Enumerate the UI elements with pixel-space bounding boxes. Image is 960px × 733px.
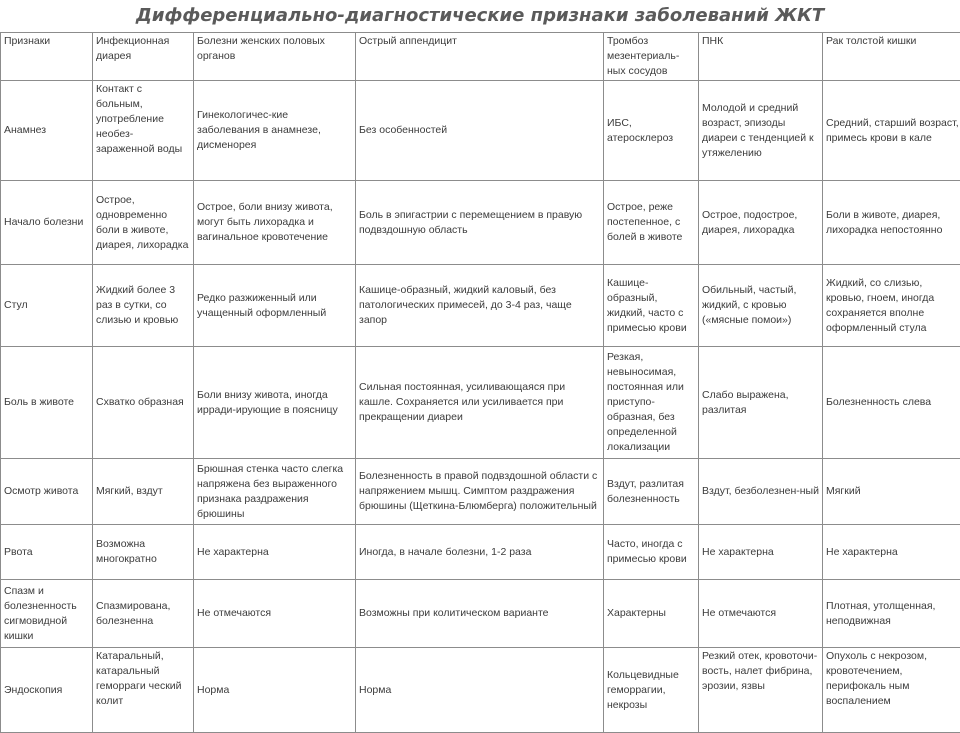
table-cell: Без особенностей <box>356 81 604 181</box>
table-cell: Кашице-образный, жидкий, часто с примесью крови <box>604 265 699 347</box>
row-label-endoscopy: Эндоскопия <box>1 648 93 733</box>
table-row-stool <box>1 265 960 347</box>
table-cell: Не отмечаются <box>699 580 823 648</box>
row-label-abdominal-pain: Боль в животе <box>1 347 93 459</box>
table-cell: Острое, реже постепенное, с болей в животе <box>604 181 699 265</box>
table-cell: Опухоль с некрозом, кровотечением, перифокаль ным воспалением <box>823 648 960 733</box>
differential-diagnosis-table <box>0 32 960 733</box>
table-cell: Характерны <box>604 580 699 648</box>
table-cell: Жидкий более 3 раз в сутки, со слизью и кровью <box>93 265 194 347</box>
table-cell: Плотная, утолщенная, неподвижная <box>823 580 960 648</box>
table-cell: Острое, одновременно боли в животе, диарея, лихорадка <box>93 181 194 265</box>
table-cell: Сильная постоянная, усиливающаяся при кашле. Сохраняется или усиливается при прекращении диареи <box>356 347 604 459</box>
row-label-anamnesis: Анамнез <box>1 81 93 181</box>
table-cell: Иногда, в начале болезни, 1-2 раза <box>356 525 604 580</box>
table-row-abdominal-exam <box>1 459 960 525</box>
table-cell: Боль в эпигастрии с перемещением в правую подвздошную область <box>356 181 604 265</box>
table-cell: Молодой и средний возраст, эпизоды диареи с тенденцией к утяжелению <box>699 81 823 181</box>
table-cell: Не характерна <box>699 525 823 580</box>
table-cell: Средний, старший возраст, примесь крови в кале <box>823 81 960 181</box>
table-cell: Норма <box>356 648 604 733</box>
row-label-sigmoid-spasm: Спазм и болезненность сигмовидной кишки <box>1 580 93 648</box>
table-cell: Спазмирована, болезненна <box>93 580 194 648</box>
header-cell-ibd: ПНК <box>699 33 823 81</box>
header-cell-colon-cancer: Рак толстой кишки <box>823 33 960 81</box>
table-row-sigmoid-spasm <box>1 580 960 648</box>
table-cell: Схватко образная <box>93 347 194 459</box>
table-cell: Острое, боли внизу живота, могут быть лихорадка и вагинальное кровотечение <box>194 181 356 265</box>
header-cell-criteria: Признаки <box>1 33 93 81</box>
header-cell-gynecological-diseases: Болезни женских половых органов <box>194 33 356 81</box>
table-cell: Кольцевидные геморрагии, некрозы <box>604 648 699 733</box>
header-cell-mesenteric-thrombosis: Тромбоз мезентериаль-ных сосудов <box>604 33 699 81</box>
table-header-row <box>1 33 960 81</box>
table-cell: Вздут, разлитая болезненность <box>604 459 699 525</box>
table-cell: Возможны при колитическом варианте <box>356 580 604 648</box>
table-cell: Мягкий, вздут <box>93 459 194 525</box>
table-cell: Обильный, частый, жидкий, с кровью («мясные помои») <box>699 265 823 347</box>
table-cell: Не характерна <box>823 525 960 580</box>
table-cell: Боли в животе, диарея, лихорадка непостоянно <box>823 181 960 265</box>
row-label-vomiting: Рвота <box>1 525 93 580</box>
table-cell: Возможна многократно <box>93 525 194 580</box>
row-label-onset: Начало болезни <box>1 181 93 265</box>
table-cell: ИБС, атеросклероз <box>604 81 699 181</box>
table-cell: Норма <box>194 648 356 733</box>
table-cell: Резкий отек, кровоточи-вость, налет фибрина, эрозии, язвы <box>699 648 823 733</box>
table-row-anamnesis <box>1 81 960 181</box>
table-cell: Редко разжиженный или учащенный оформленный <box>194 265 356 347</box>
table-cell: Резкая, невыносимая, постоянная или приступо-образная, без определенной локализации <box>604 347 699 459</box>
table-cell: Не отмечаются <box>194 580 356 648</box>
table-cell: Часто, иногда с примесью крови <box>604 525 699 580</box>
table-cell: Жидкий, со слизью, кровью, гноем, иногда сохраняется вполне оформленный стула <box>823 265 960 347</box>
table-cell: Брюшная стенка часто слегка напряжена без выраженного признака раздражения брюшины <box>194 459 356 525</box>
table-cell: Вздут, безболезнен-ный <box>699 459 823 525</box>
table-row-onset <box>1 181 960 265</box>
table-cell: Контакт с больным, употребление необез-зараженной воды <box>93 81 194 181</box>
table-cell: Мягкий <box>823 459 960 525</box>
table-cell: Гинекологичес-кие заболевания в анамнезе, дисменорея <box>194 81 356 181</box>
table-row-vomiting <box>1 525 960 580</box>
table-cell: Катаральный, катаральный геморраги ческий колит <box>93 648 194 733</box>
table-cell: Слабо выражена, разлитая <box>699 347 823 459</box>
page-title: Дифференциально-диагностические признаки заболеваний ЖКТ <box>0 0 960 32</box>
row-label-stool: Стул <box>1 265 93 347</box>
table-cell: Острое, подострое, диарея, лихорадка <box>699 181 823 265</box>
table-cell: Болезненность слева <box>823 347 960 459</box>
row-label-abdominal-exam: Осмотр живота <box>1 459 93 525</box>
table-cell: Болезненность в правой подвздошной области с напряжением мышц. Симптом раздражения брюшины (Щеткина-Блюмберга) положительный <box>356 459 604 525</box>
table-row-abdominal-pain <box>1 347 960 459</box>
header-cell-acute-appendicitis: Острый аппендицит <box>356 33 604 81</box>
header-cell-infectious-diarrhea: Инфекционная диарея <box>93 33 194 81</box>
table-cell: Не характерна <box>194 525 356 580</box>
table-cell: Боли внизу живота, иногда ирради-ирующие в поясницу <box>194 347 356 459</box>
table-cell: Кашице-образный, жидкий каловый, без патологических примесей, до 3-4 раз, чаще запор <box>356 265 604 347</box>
